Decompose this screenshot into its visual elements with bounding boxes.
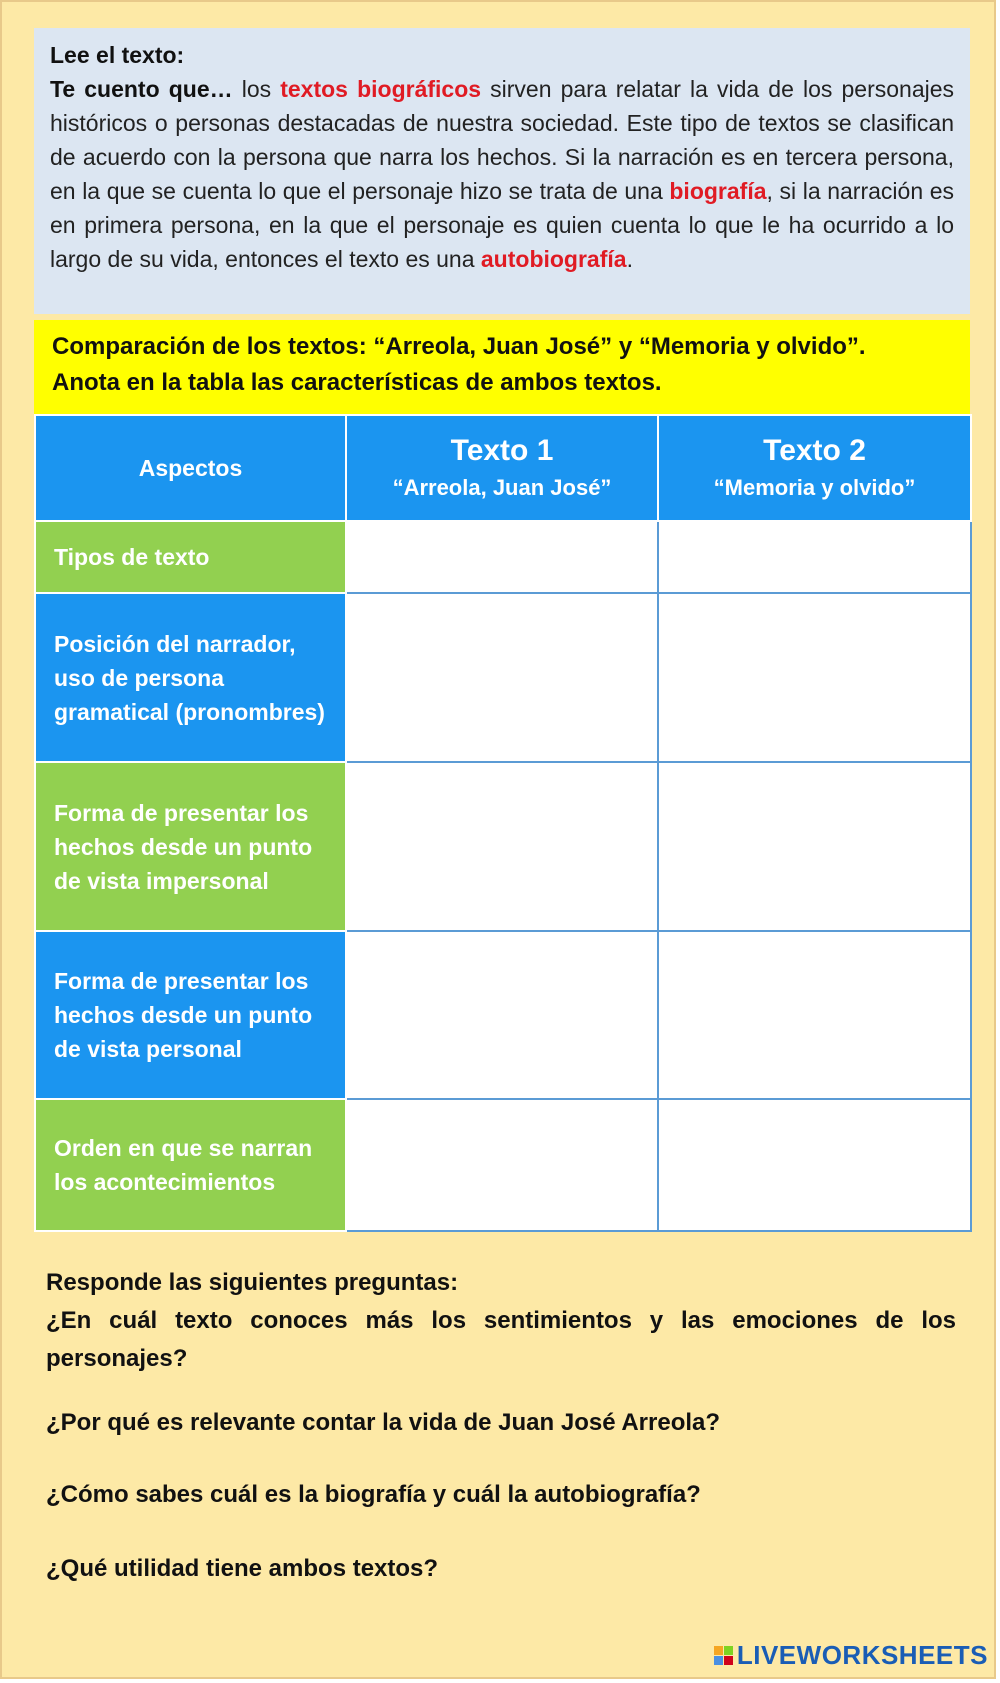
brand-name: LIVEWORKSHEETS	[736, 1640, 988, 1670]
answer-cell-texto-1[interactable]	[346, 1099, 658, 1231]
liveworksheets-brand	[714, 1640, 988, 1671]
table-row	[35, 593, 971, 762]
highlight-textos-biograficos: textos biográficos	[280, 76, 482, 102]
answer-cell-texto-1[interactable]	[346, 931, 658, 1099]
intro-lead: Te cuento que…	[50, 76, 233, 102]
header-texto-1-subtitle: “Arreola, Juan José”	[392, 475, 612, 500]
header-aspects	[35, 415, 346, 521]
intro-paragraph	[50, 72, 954, 276]
comparison-table	[34, 414, 972, 1232]
header-texto-2-subtitle: “Memoria y olvido”	[713, 475, 916, 500]
header-texto-2-title: Texto 2	[763, 434, 866, 467]
question-3: ¿Cómo sabes cuál es la biografía y cuál la autobiografía?	[46, 1481, 701, 1508]
answer-cell-texto-1[interactable]	[346, 762, 658, 931]
row-label-personal: Forma de presentar los hechos desde un punto de vista personal	[35, 931, 346, 1099]
highlight-biografia: biografía	[669, 178, 767, 204]
logo-square	[714, 1646, 723, 1655]
table-row	[35, 1099, 971, 1231]
row-label-tipos: Tipos de texto	[35, 521, 346, 593]
answer-cell-texto-2[interactable]	[658, 593, 971, 762]
header-texto-1	[346, 415, 658, 521]
logo-square	[724, 1656, 733, 1665]
table-row	[35, 521, 971, 593]
table-row	[35, 931, 971, 1099]
question-2: ¿Por qué es relevante contar la vida de Juan José Arreola?	[46, 1409, 721, 1436]
question-4: ¿Qué utilidad tiene ambos textos?	[46, 1555, 439, 1582]
comparison-instructions	[34, 320, 970, 414]
answer-cell-texto-2[interactable]	[658, 1099, 971, 1231]
answer-cell-texto-1[interactable]	[346, 521, 658, 593]
logo-square	[724, 1646, 733, 1655]
header-texto-2	[658, 415, 971, 521]
questions-heading: Responde las siguientes preguntas:	[46, 1269, 459, 1296]
comparison-line-1: Comparación de los textos: “Arreola, Juan José” y “Memoria y olvido”.	[52, 333, 866, 360]
answer-cell-texto-1[interactable]	[346, 593, 658, 762]
header-texto-1-title: Texto 1	[450, 434, 554, 467]
table-row	[35, 762, 971, 931]
intro-title: Lee el texto:	[50, 42, 185, 68]
table-header-row	[35, 415, 971, 521]
intro-text-box	[34, 28, 970, 314]
questions-section	[46, 1264, 956, 1588]
intro-text-2: sirven para relatar la vida de los personajes históricos o personas destacadas de nuestra sociedad. Este tipo de textos se clasifican de acuerdo con la persona que narra los hechos. Si la narración es en tercera persona, en la que se cuenta lo que el personaje hizo se trata de una	[50, 76, 955, 204]
logo-square	[714, 1656, 723, 1665]
row-label-impersonal: Forma de presentar los hechos desde un punto de vista impersonal	[35, 762, 346, 931]
comparison-line-2: Anota en la tabla las características de ambos textos.	[52, 369, 662, 396]
row-label-posicion-narrador: Posición del narrador, uso de persona gramatical (pronombres)	[35, 593, 346, 762]
answer-cell-texto-2[interactable]	[658, 521, 971, 593]
answer-cell-texto-2[interactable]	[658, 931, 971, 1099]
highlight-autobiografia: autobiografía	[480, 246, 627, 272]
header-aspects-label: Aspectos	[138, 454, 243, 481]
liveworksheets-logo-icon	[714, 1646, 733, 1665]
intro-text-4: .	[626, 246, 633, 272]
question-1: ¿En cuál texto conoces más los sentimientos y las emociones de los personajes?	[46, 1307, 956, 1372]
answer-cell-texto-2[interactable]	[658, 762, 971, 931]
intro-text-1: los	[232, 76, 281, 102]
intro-text-3: , si la narración es en primera persona, en la que el personaje es quien cuenta lo que le ha ocurrido a lo largo de su vida, entonces el texto es una	[50, 178, 955, 272]
row-label-orden: Orden en que se narran los acontecimientos	[35, 1099, 346, 1231]
